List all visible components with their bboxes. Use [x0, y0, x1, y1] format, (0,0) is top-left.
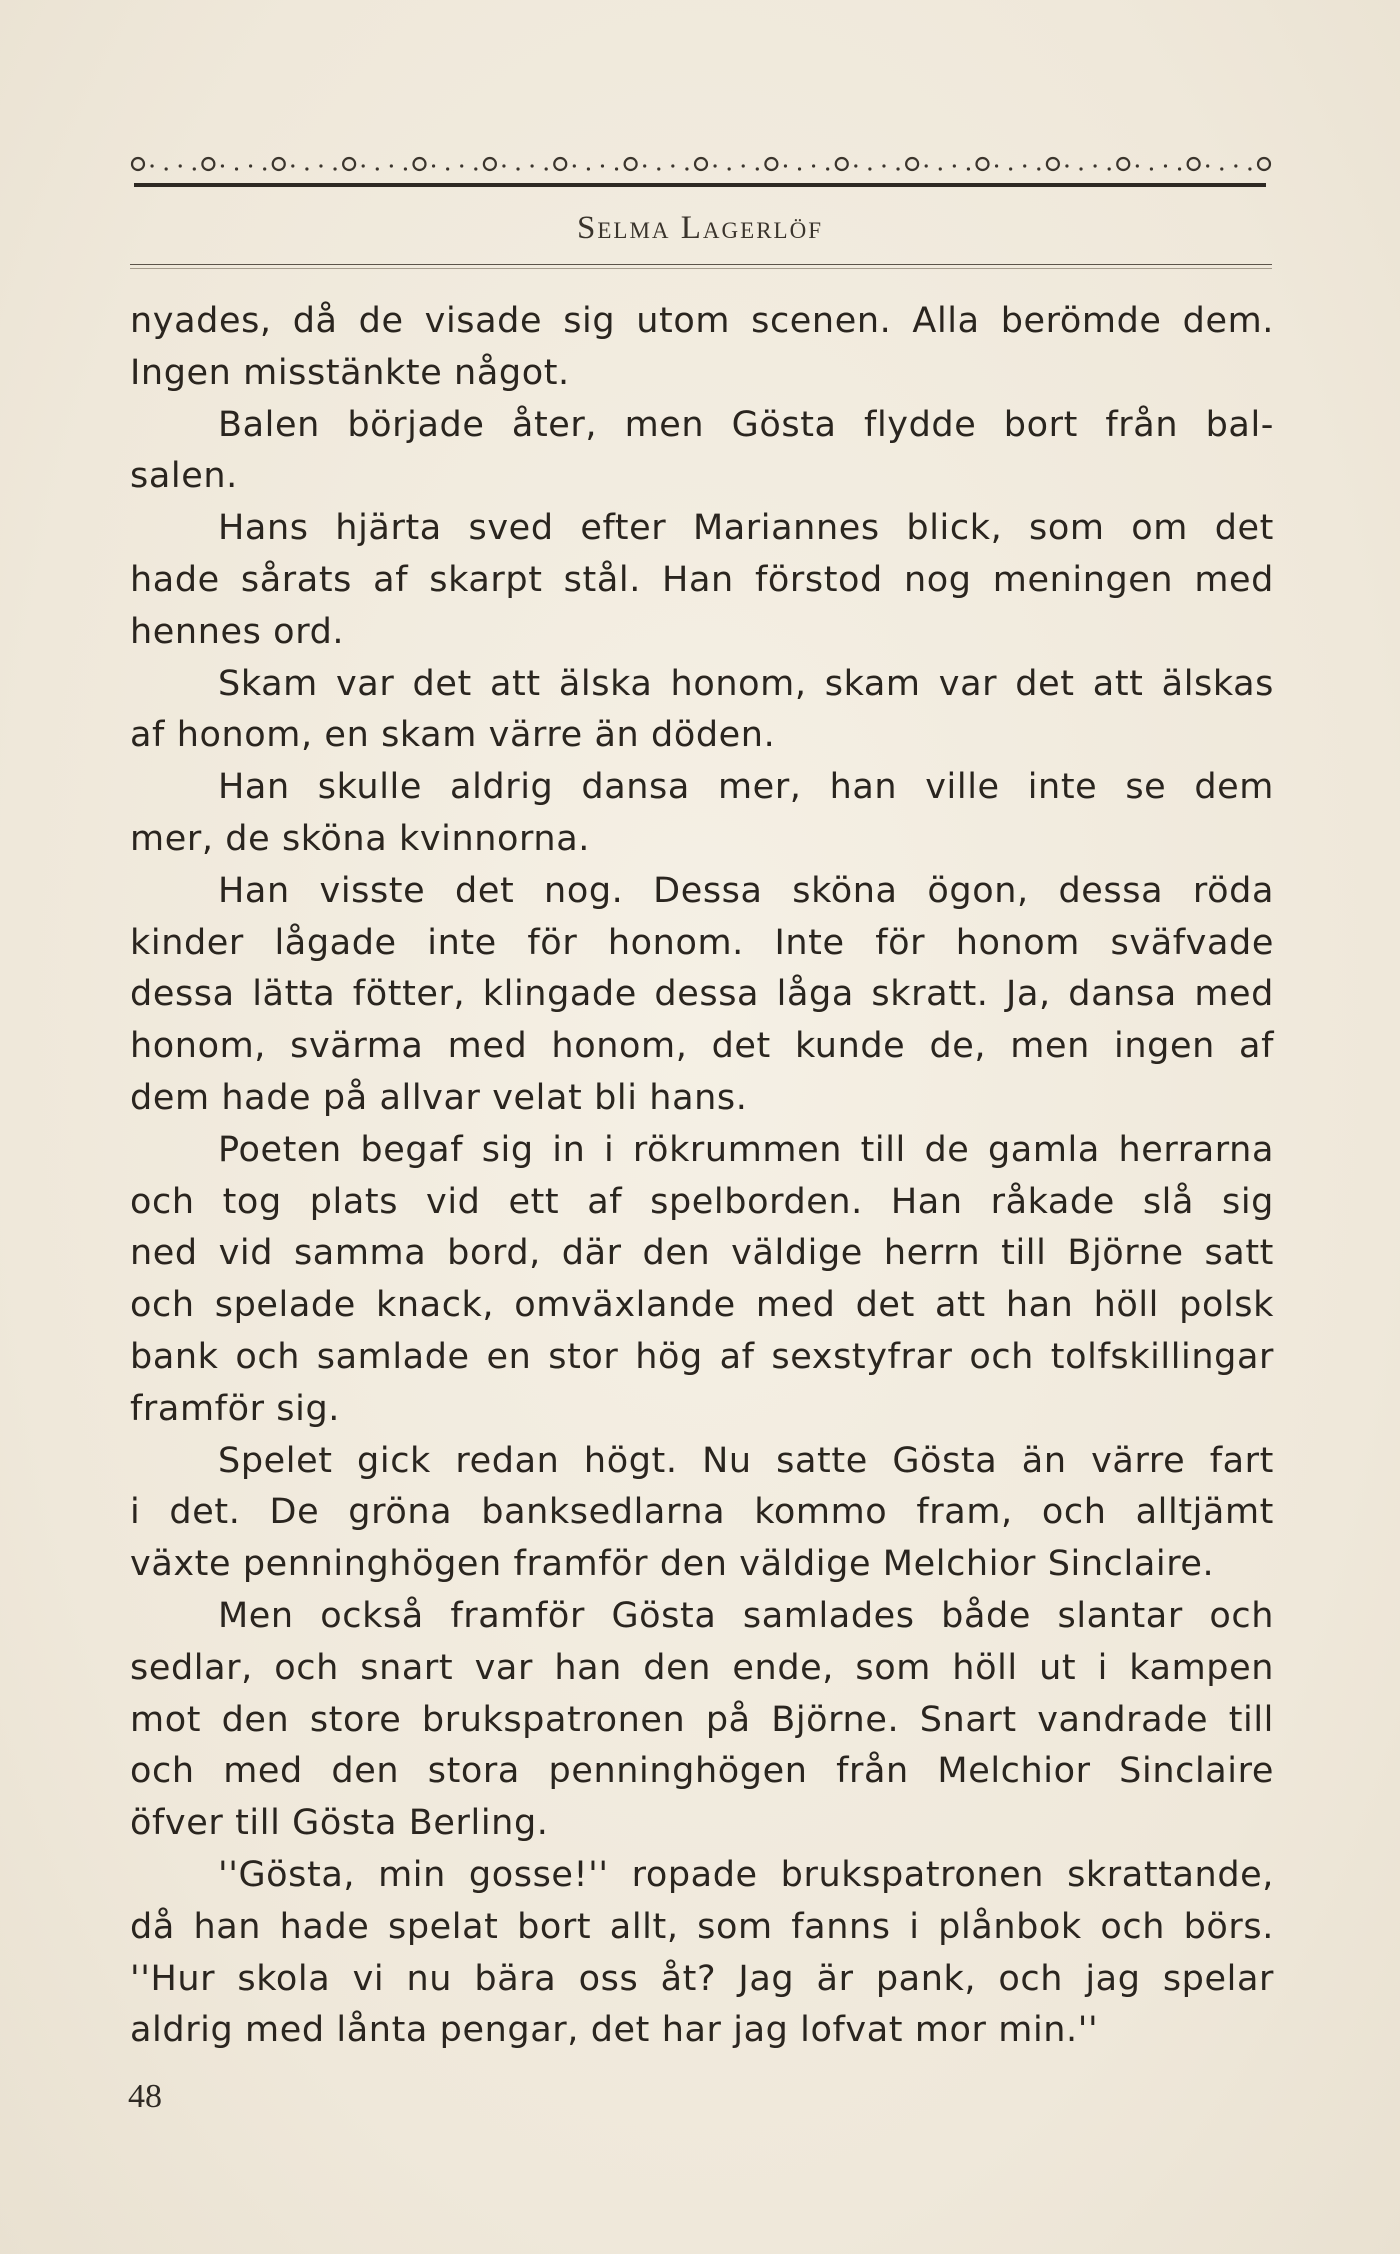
- text-line: ''Gösta, min gosse!'' ropade brukspatronen skrattande,: [218, 1854, 1274, 1895]
- text-line: Skam var det att älska honom, skam var det att älskas: [218, 663, 1274, 704]
- text-line: dessa lätta fötter, klingade dessa låga skratt. Ja, dansa med: [130, 974, 1274, 1015]
- text-line: Men också framför Gösta samlades både slantar och: [218, 1595, 1274, 1636]
- text-line: Ingen misstänkte något.: [130, 352, 570, 393]
- running-head: Selma Lagerlöf: [577, 210, 823, 246]
- text-line: mot den store brukspatronen på Björne. Snart vandrade till: [130, 1699, 1274, 1740]
- text-line: dem hade på allvar velat bli hans.: [130, 1077, 748, 1118]
- text-line: ''Hur skola vi nu bära oss åt? Jag är pank, och jag spelar: [130, 1958, 1274, 1999]
- text-line: bank och samlade en stor hög af sexstyfrar och tolfskillingar: [130, 1336, 1274, 1377]
- text-line: och med den stora penninghögen från Melchior Sinclaire: [130, 1751, 1274, 1792]
- text-line: Balen började åter, men Gösta flydde bort från bal-: [218, 404, 1274, 445]
- text-line: nyades, då de visade sig utom scenen. Alla berömde dem.: [130, 301, 1274, 341]
- body-text: [130, 296, 1274, 2057]
- text-line: Han skulle aldrig dansa mer, han ville inte se dem: [218, 767, 1274, 808]
- text-line: framför sig.: [130, 1388, 341, 1429]
- text-line: Hans hjärta sved efter Mariannes blick, som om det: [218, 508, 1274, 549]
- text-line: och spelade knack, omväxlande med det att han höll polsk: [130, 1285, 1274, 1326]
- text-line: Spelet gick redan högt. Nu satte Gösta än värre fart: [218, 1440, 1274, 1481]
- text-line: honom, svärma med honom, det kunde de, men ingen af: [130, 1026, 1274, 1067]
- header-rule: [130, 264, 1272, 265]
- text-line: salen.: [130, 456, 238, 497]
- page-number: 48: [128, 2078, 162, 2115]
- text-line: hennes ord.: [130, 611, 345, 652]
- text-line: sedlar, och snart var han den ende, som höll ut i kampen: [130, 1647, 1274, 1688]
- header-rule-thin: [130, 268, 1272, 269]
- text-line: i det. De gröna banksedlarna kommo fram, och alltjämt: [130, 1492, 1274, 1533]
- text-line: växte penninghögen framför den väldige Melchior Sinclaire.: [130, 1544, 1215, 1585]
- text-line: aldrig med lånta pengar, det har jag lofvat mor min.'': [130, 2010, 1099, 2051]
- text-line: ned vid samma bord, där den väldige herrn till Björne satt: [130, 1233, 1274, 1274]
- text-line: hade sårats af skarpt stål. Han förstod nog meningen med: [130, 559, 1274, 600]
- text-line: och tog plats vid ett af spelborden. Han råkade slå sig: [130, 1181, 1274, 1222]
- text-line: öfver till Gösta Berling.: [130, 1803, 549, 1844]
- text-line: Poeten begaf sig in i rökrummen till de gamla herrarna: [218, 1129, 1274, 1170]
- text-line: kinder lågade inte för honom. Inte för honom sväfvade: [130, 922, 1274, 963]
- header-ornament: [128, 138, 1274, 198]
- text-line: då han hade spelat bort allt, som fanns i plånbok och börs.: [130, 1906, 1274, 1947]
- text-line: af honom, en skam värre än döden.: [130, 715, 776, 756]
- text-line: mer, de sköna kvinnorna.: [130, 818, 590, 859]
- text-line: Han visste det nog. Dessa sköna ögon, dessa röda: [218, 870, 1274, 911]
